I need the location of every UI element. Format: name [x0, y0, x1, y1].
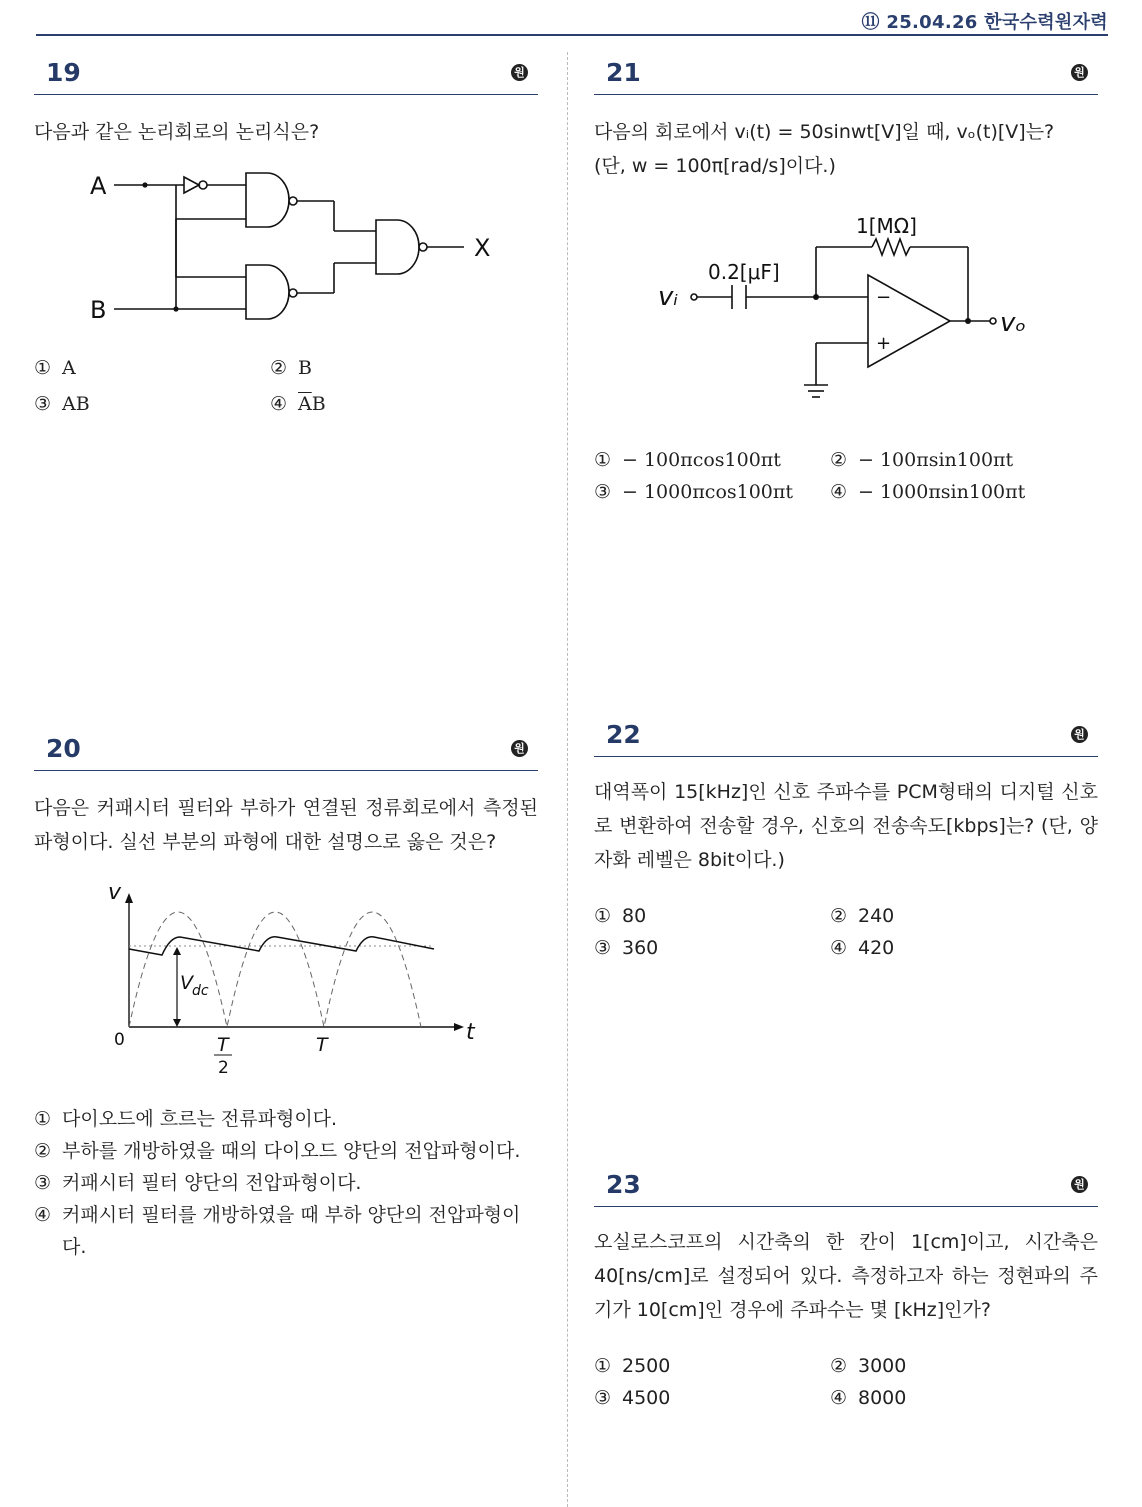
vi-label: vᵢ: [658, 282, 679, 312]
question-text: 대역폭이 15[kHz]인 신호 주파수를 PCM형태의 디지털 신호로 변환하여 전송할 경우, 신호의 전송속도[kbps]는? (단, 양자화 레벨은 8bit이다.): [594, 781, 1098, 871]
option-1[interactable]: [34, 1103, 538, 1135]
vo-label: vₒ: [1000, 308, 1027, 338]
option-text: 4500: [622, 1387, 671, 1409]
option-2[interactable]: [830, 905, 894, 927]
origin-label: 0: [114, 1030, 125, 1050]
option-text: 240: [858, 905, 895, 927]
option-number: ③: [594, 1387, 612, 1409]
question-number: 19: [46, 58, 81, 87]
question-number: 21: [606, 58, 641, 87]
option-text: AB: [62, 393, 90, 415]
question-header: [594, 1170, 1098, 1207]
option-number: ②: [830, 449, 848, 471]
option-text: 360: [622, 937, 659, 959]
question-number: 23: [606, 1170, 641, 1199]
option-number: ②: [830, 1355, 848, 1377]
option-3[interactable]: [594, 1387, 670, 1409]
question-number: 20: [46, 734, 81, 763]
question-header: [594, 58, 1098, 95]
option-text: − 1000πcos100πt: [622, 481, 794, 503]
option-number: ②: [270, 357, 288, 379]
header-rule: [36, 34, 1108, 36]
option-number: ④: [830, 1387, 848, 1409]
option-4[interactable]: [34, 1199, 538, 1263]
option-text: 8000: [858, 1387, 907, 1409]
option-3[interactable]: [34, 1167, 538, 1199]
category-badge: 원: [1071, 726, 1088, 743]
option-number: ①: [594, 449, 612, 471]
question-text-line2: (단, w = 100π[rad/s]이다.): [594, 155, 836, 177]
answer-options: [594, 449, 1098, 519]
option-number: ④: [830, 937, 848, 959]
noninverting-input-sign: +: [876, 333, 892, 354]
op-amp-circuit-diagram: [594, 189, 1098, 419]
option-number: ③: [34, 1172, 52, 1194]
option-number: ②: [830, 905, 848, 927]
option-1[interactable]: [594, 1355, 670, 1377]
option-text: 부하를 개방하였을 때의 다이오드 양단의 전압파형이다.: [62, 1140, 521, 1162]
inverting-input-sign: −: [876, 287, 892, 308]
half-period-denominator: 2: [218, 1058, 229, 1078]
category-badge: 원: [511, 64, 528, 81]
option-text: 다이오드에 흐르는 전류파형이다.: [62, 1108, 338, 1130]
capacitor-label: 0.2[μF]: [708, 260, 780, 284]
option-number: ②: [34, 1140, 52, 1162]
option-text: 커패시터 필터를 개방하였을 때 부하 양단의 전압파형이다.: [62, 1204, 521, 1258]
option-number: ①: [594, 905, 612, 927]
question-text-line1: 다음의 회로에서 vᵢ(t) = 50sinwt[V]일 때, vₒ(t)[V]는?: [594, 121, 1055, 143]
option-number: ④: [270, 393, 288, 415]
question-text: 다음과 같은 논리회로의 논리식은?: [34, 121, 320, 143]
answer-options: [594, 1355, 1098, 1425]
half-period-numerator: T: [217, 1034, 229, 1056]
option-2[interactable]: [270, 357, 312, 379]
input-b-label: B: [90, 296, 107, 324]
question-header: [34, 734, 538, 771]
option-number: ④: [830, 481, 848, 503]
option-text: − 1000πsin100πt: [858, 481, 1026, 503]
option-text-rest: B: [311, 393, 326, 415]
question-number: 22: [606, 720, 641, 749]
question-21: [594, 58, 1098, 519]
option-text: − 100πcos100πt: [622, 449, 781, 471]
resistor-label: 1[MΩ]: [856, 214, 917, 238]
option-text: B: [298, 357, 312, 379]
option-2[interactable]: [34, 1135, 538, 1167]
option-number: ③: [34, 393, 52, 415]
option-text: − 100πsin100πt: [858, 449, 1014, 471]
period-label: T: [316, 1034, 328, 1056]
option-4[interactable]: [830, 481, 1025, 503]
rectifier-waveform-plot: [34, 869, 538, 1078]
vdc-label: V: [180, 972, 193, 994]
category-badge: 원: [1071, 1176, 1088, 1193]
option-3[interactable]: [34, 393, 90, 415]
v-axis-label: v: [108, 880, 122, 905]
question-header: [34, 58, 538, 95]
logic-circuit-diagram: [34, 153, 538, 343]
option-4[interactable]: [830, 1387, 906, 1409]
question-23: [594, 1170, 1098, 1425]
vdc-subscript: dc: [192, 983, 209, 999]
option-number: ①: [34, 1108, 52, 1130]
option-text: 420: [858, 937, 895, 959]
option-3[interactable]: [594, 481, 793, 503]
question-22: [594, 720, 1098, 975]
output-x-label: X: [474, 234, 491, 262]
overlined-a: $\overline{A}$: [298, 393, 312, 415]
option-text: 3000: [858, 1355, 907, 1377]
answer-options: [594, 905, 1098, 975]
input-a-label: A: [90, 172, 107, 200]
question-header: [594, 720, 1098, 757]
option-2[interactable]: [830, 449, 1013, 471]
option-1[interactable]: [594, 449, 781, 471]
category-badge: 원: [511, 740, 528, 757]
exam-header: ⑪ 25.04.26 한국수력원자력: [861, 12, 1108, 33]
option-1[interactable]: [594, 905, 646, 927]
option-number: ①: [34, 357, 52, 379]
option-4[interactable]: [830, 937, 894, 959]
option-number: ③: [594, 481, 612, 503]
option-number: ③: [594, 937, 612, 959]
question-text: 오실로스코프의 시간축의 한 칸이 1[cm]이고, 시간축은 40[ns/cm]로 설정되어 있다. 측정하고자 하는 정현파의 주기가 10[cm]인 경우에 주파수는 몇 [kHz]인가?: [594, 1231, 1098, 1321]
option-text: 커패시터 필터 양단의 전압파형이다.: [62, 1172, 362, 1194]
question-19: [34, 58, 538, 429]
option-text: A: [62, 357, 76, 379]
answer-options: [34, 1103, 538, 1263]
question-20: [34, 734, 538, 1263]
answer-options: [34, 357, 538, 429]
option-number: ①: [594, 1355, 612, 1377]
option-3[interactable]: [594, 937, 658, 959]
category-badge: 원: [1071, 64, 1088, 81]
question-text: 다음은 커패시터 필터와 부하가 연결된 정류회로에서 측정된 파형이다. 실선 부분의 파형에 대한 설명으로 옳은 것은?: [34, 797, 538, 853]
t-axis-label: t: [466, 1020, 475, 1045]
option-text: 2500: [622, 1355, 671, 1377]
column-divider: [567, 52, 568, 1507]
question-text: [594, 115, 1098, 183]
option-4[interactable]: [270, 393, 326, 415]
option-2[interactable]: [830, 1355, 906, 1377]
option-text: 80: [622, 905, 647, 927]
option-1[interactable]: [34, 357, 76, 379]
option-number: ④: [34, 1204, 52, 1226]
